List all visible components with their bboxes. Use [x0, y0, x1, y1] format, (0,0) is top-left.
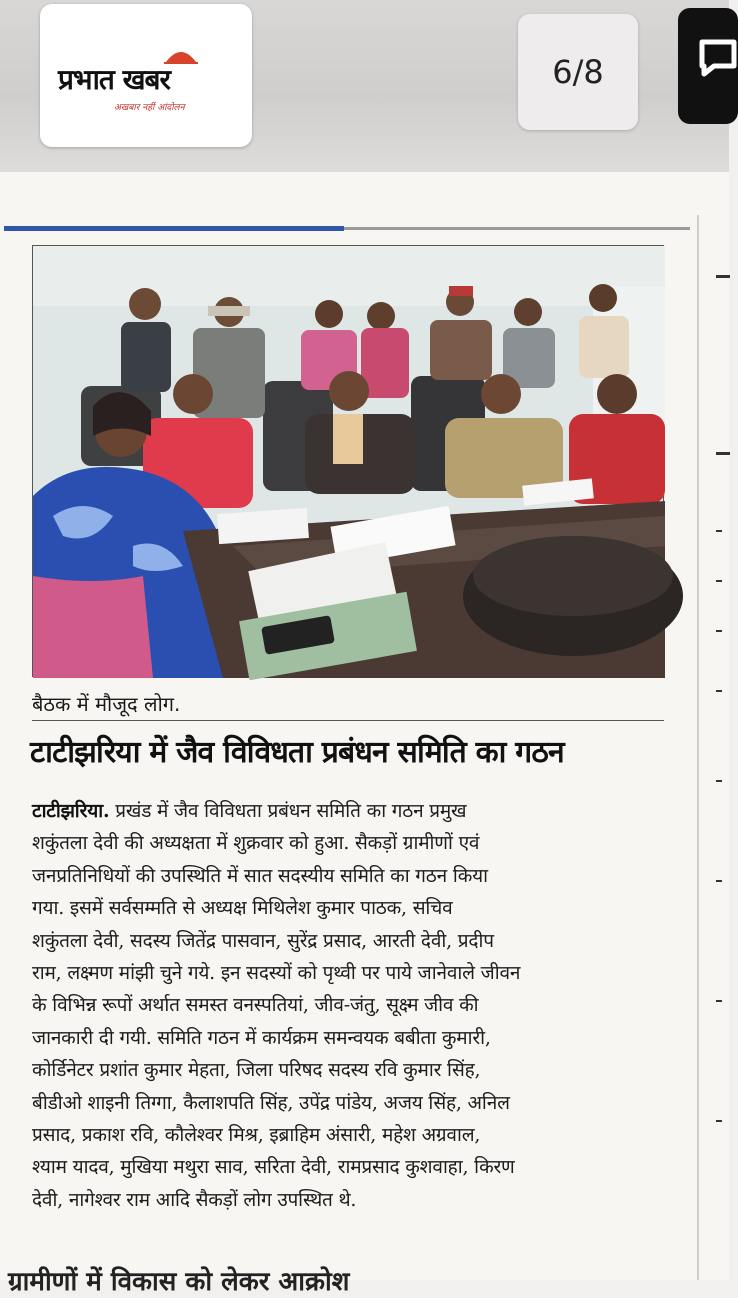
app-header — [0, 0, 729, 172]
logo-tagline: अखबार नहीं आंदोलन — [114, 103, 185, 113]
article-line: जानकारी दी गयी. समिति गठन में कार्यक्रम समन्वयक बबीता कुमारी, — [32, 1026, 491, 1049]
adjacent-column-mark — [716, 690, 722, 692]
caption-rule — [32, 720, 664, 721]
article-line: जनप्रतिनिधियों की उपस्थिति में सात सदस्यीय समिति का गठन किया — [32, 864, 488, 887]
article-line: राम, लक्ष्मण मांझी चुने गये. इन सदस्यों को पृथ्वी पर पाये जानेवाले जीवन — [32, 961, 521, 984]
adjacent-column-mark — [716, 580, 722, 582]
adjacent-column-mark — [716, 780, 722, 782]
article-line: कोर्डिनेटर प्रशांत कुमार मेहता, जिला परिषद सदस्य रवि कुमार सिंह, — [32, 1059, 481, 1082]
article-line: शकुंतला देवी की अध्यक्षता में शुक्रवार को हुआ. सैकड़ों ग्रामीणों एवं — [32, 832, 480, 855]
next-headline-text: ग्रामीणों में विकास को लेकर आक्रोश — [8, 1267, 350, 1297]
article-dateline: टाटीझरिया. — [32, 800, 110, 822]
article-line: के विभिन्न रूपों अर्थात समस्त वनस्पतियां, जीव-जंतु, सूक्ष्म जीव की — [32, 994, 479, 1017]
article-line: देवी, नागेश्वर राम आदि सैकड़ों लोग उपस्थित थे. — [32, 1188, 357, 1211]
logo-button[interactable] — [40, 4, 252, 147]
photo-caption: बैठक में मौजूद लोग. — [32, 692, 181, 716]
article-line — [32, 795, 672, 827]
adjacent-column-mark — [716, 880, 722, 882]
logo-text: प्रभात खबर — [58, 63, 170, 96]
page-counter[interactable]: 6/8 — [518, 14, 638, 130]
article-line-text: प्रखंड में जैव विविधता प्रबंधन समिति का गठन प्रमुख — [109, 800, 467, 822]
article-line: गया. इसमें सर्वसम्मति से अध्यक्ष मिथिलेश कुमार पाठक, सचिव — [32, 897, 453, 920]
column-divider — [697, 215, 699, 1280]
article-headline: टाटीझरिया में जैव विविधता प्रबंधन समिति का गठन — [30, 735, 564, 770]
article-line: बीडीओ शाइनी तिग्गा, कैलाशपति सिंह, उपेंद्र पांडेय, अजय सिंह, अनिल — [32, 1091, 510, 1114]
section-rule — [4, 226, 344, 231]
article-line: प्रसाद, प्रकाश रवि, कौलेश्वर मिश्र, इब्राहिम अंसारी, महेश अग्रवाल, — [32, 1123, 481, 1146]
adjacent-column-mark — [716, 1000, 722, 1002]
comment-icon — [698, 38, 738, 78]
group-meeting-photo — [33, 246, 665, 678]
meeting-photo — [32, 245, 664, 677]
article-line: शकुंतला देवी, सदस्य जितेंद्र पासवान, सुरेंद्र प्रसाद, आरती देवी, प्रदीप — [32, 929, 494, 952]
adjacent-column-mark — [716, 452, 730, 455]
adjacent-column-mark — [716, 530, 722, 532]
adjacent-column-mark — [716, 630, 722, 632]
adjacent-column-mark — [716, 1120, 722, 1122]
article-line: श्याम यादव, मुखिया मथुरा साव, सरिता देवी, रामप्रसाद कुशवाहा, किरण — [32, 1156, 515, 1179]
section-rule-gray — [344, 227, 690, 230]
next-article-headline-cut — [0, 1262, 700, 1297]
article-body — [32, 795, 672, 1216]
comment-button[interactable] — [678, 8, 738, 124]
adjacent-column-mark — [716, 275, 730, 278]
